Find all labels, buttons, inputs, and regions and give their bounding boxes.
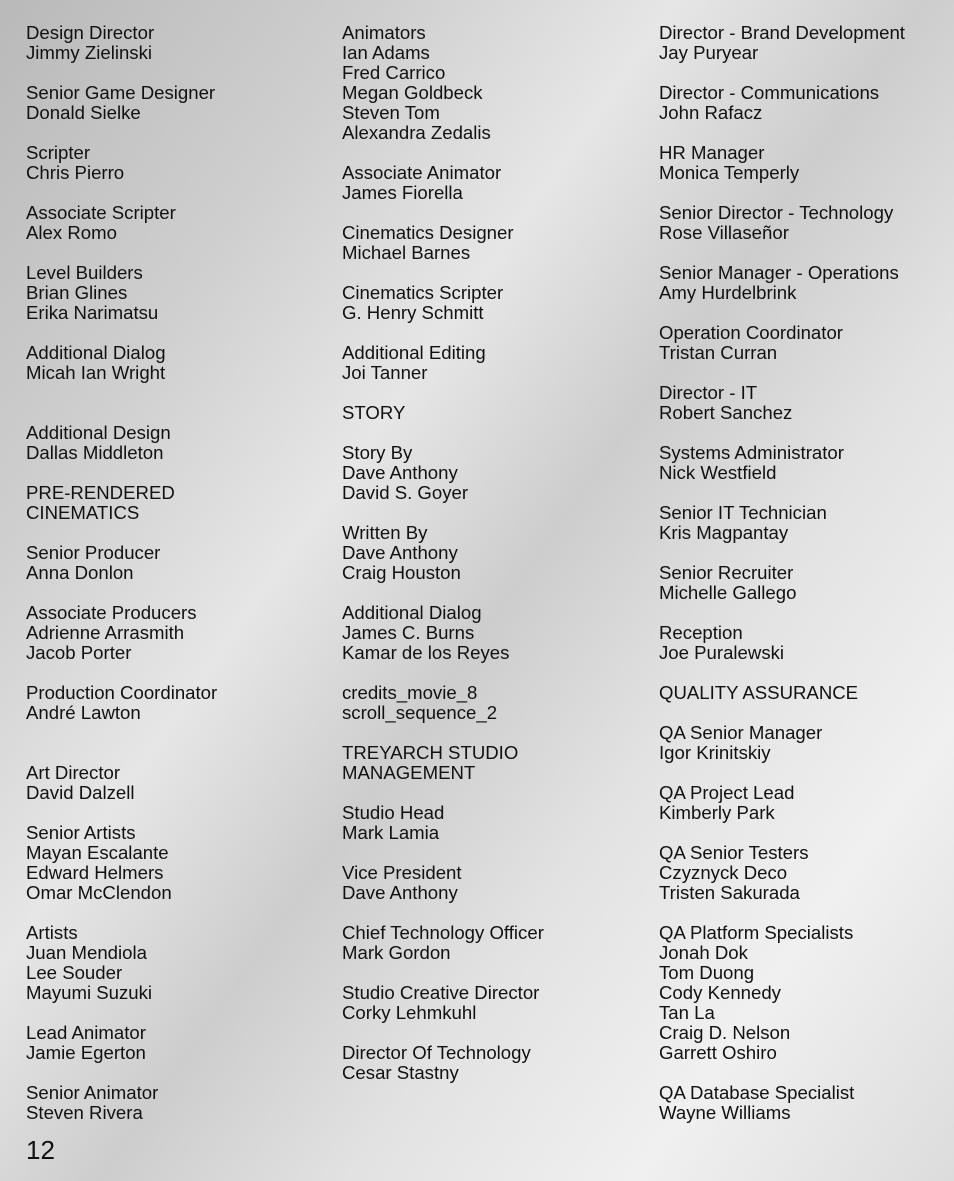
credit-line: Cinematics Scripter bbox=[342, 282, 504, 303]
spacer bbox=[659, 303, 954, 323]
spacer bbox=[26, 903, 326, 923]
spacer bbox=[342, 903, 642, 923]
credit-line: Fred Carrico bbox=[342, 62, 446, 83]
credit-line: Anna Donlon bbox=[26, 562, 134, 583]
spacer bbox=[659, 823, 954, 843]
credit-line: Senior Recruiter bbox=[659, 562, 794, 583]
spacer bbox=[659, 63, 954, 83]
credit-line: Omar McClendon bbox=[26, 882, 172, 903]
spacer bbox=[342, 723, 642, 743]
credit-line: PRE-RENDERED bbox=[26, 482, 175, 503]
spacer bbox=[659, 603, 954, 623]
credit-line: Mark Gordon bbox=[342, 942, 451, 963]
credit-line: Joi Tanner bbox=[342, 362, 428, 383]
credit-line: Level Builders bbox=[26, 262, 143, 283]
credit-line: Craig Houston bbox=[342, 562, 461, 583]
spacer bbox=[26, 803, 326, 823]
spacer bbox=[26, 403, 326, 423]
credit-line: Juan Mendiola bbox=[26, 942, 147, 963]
credit-line: Dave Anthony bbox=[342, 462, 458, 483]
credit-line: James Fiorella bbox=[342, 182, 463, 203]
credit-line: Tristen Sakurada bbox=[659, 882, 800, 903]
credit-line: Senior Producer bbox=[26, 542, 161, 563]
credit-line: Craig D. Nelson bbox=[659, 1022, 791, 1043]
credit-line: Michael Barnes bbox=[342, 242, 471, 263]
spacer bbox=[342, 203, 642, 223]
spacer bbox=[659, 243, 954, 263]
credit-line: Senior Manager - Operations bbox=[659, 262, 899, 283]
credit-line: QUALITY ASSURANCE bbox=[659, 682, 859, 703]
credit-line: Vice President bbox=[342, 862, 462, 883]
credit-line: Monica Temperly bbox=[659, 162, 800, 183]
credit-line: Mayan Escalante bbox=[26, 842, 169, 863]
credit-line: G. Henry Schmitt bbox=[342, 302, 484, 323]
credit-line: HR Manager bbox=[659, 142, 765, 163]
spacer bbox=[659, 763, 954, 783]
credit-line: David S. Goyer bbox=[342, 482, 469, 503]
credit-line: Micah Ian Wright bbox=[26, 362, 166, 383]
credit-line: Megan Goldbeck bbox=[342, 82, 483, 103]
credit-line: Erika Narimatsu bbox=[26, 302, 159, 323]
credit-line: Cody Kennedy bbox=[659, 982, 781, 1003]
spacer bbox=[342, 963, 642, 983]
credit-line: Senior Game Designer bbox=[26, 82, 216, 103]
credit-line: James C. Burns bbox=[342, 622, 475, 643]
credit-line: Additional Design bbox=[26, 422, 171, 443]
credit-line: Edward Helmers bbox=[26, 862, 164, 883]
spacer bbox=[26, 323, 326, 343]
credit-line: Design Director bbox=[26, 22, 155, 43]
credit-line: Associate Animator bbox=[342, 162, 502, 183]
spacer bbox=[659, 903, 954, 923]
credit-line: QA Project Lead bbox=[659, 782, 795, 803]
credit-line: Systems Administrator bbox=[659, 442, 844, 463]
credit-line: Associate Producers bbox=[26, 602, 197, 623]
spacer bbox=[342, 583, 642, 603]
credit-line: Mayumi Suzuki bbox=[26, 982, 153, 1003]
credit-line: STORY bbox=[342, 402, 406, 423]
credit-line: Robert Sanchez bbox=[659, 402, 793, 423]
credit-line: Reception bbox=[659, 622, 743, 643]
credit-line: QA Senior Testers bbox=[659, 842, 809, 863]
credit-line: Kris Magpantay bbox=[659, 522, 789, 543]
credit-line: Director - IT bbox=[659, 382, 758, 403]
credit-line: Jonah Dok bbox=[659, 942, 748, 963]
credit-line: Production Coordinator bbox=[26, 682, 218, 703]
spacer bbox=[26, 583, 326, 603]
credit-line: scroll_sequence_2 bbox=[342, 702, 498, 723]
credit-line: Dallas Middleton bbox=[26, 442, 164, 463]
spacer bbox=[26, 123, 326, 143]
spacer bbox=[26, 743, 326, 763]
credit-line: Adrienne Arrasmith bbox=[26, 622, 185, 643]
credit-line: Nick Westfield bbox=[659, 462, 777, 483]
credit-line: Art Director bbox=[26, 762, 121, 783]
credit-line: Alex Romo bbox=[26, 222, 117, 243]
credit-line: Director - Brand Development bbox=[659, 22, 905, 43]
credit-line: Chris Pierro bbox=[26, 162, 125, 183]
credit-line: Director Of Technology bbox=[342, 1042, 531, 1063]
spacer bbox=[659, 423, 954, 443]
spacer bbox=[659, 663, 954, 683]
spacer bbox=[659, 183, 954, 203]
credit-line: Artists bbox=[26, 922, 78, 943]
credit-line: Dave Anthony bbox=[342, 882, 458, 903]
credit-line: QA Database Specialist bbox=[659, 1082, 855, 1103]
credit-line: Joe Puralewski bbox=[659, 642, 785, 663]
credit-line: Scripter bbox=[26, 142, 91, 163]
spacer bbox=[342, 263, 642, 283]
credit-line: Dave Anthony bbox=[342, 542, 458, 563]
spacer bbox=[26, 183, 326, 203]
page-number: 12 bbox=[26, 1135, 55, 1165]
credit-line: Steven Rivera bbox=[26, 1102, 143, 1123]
credit-line: Czyznyck Deco bbox=[659, 862, 788, 883]
credit-line: Amy Hurdelbrink bbox=[659, 282, 797, 303]
credit-line: Garrett Oshiro bbox=[659, 1042, 777, 1063]
credit-line: Wayne Williams bbox=[659, 1102, 791, 1123]
credit-line: TREYARCH STUDIO bbox=[342, 742, 519, 763]
credit-line: Associate Scripter bbox=[26, 202, 176, 223]
credit-line: Cesar Stastny bbox=[342, 1062, 459, 1083]
credit-line: QA Senior Manager bbox=[659, 722, 823, 743]
credit-line: Igor Krinitskiy bbox=[659, 742, 771, 763]
credits-column-3 bbox=[659, 23, 954, 1123]
credit-line: Kimberly Park bbox=[659, 802, 775, 823]
credit-line: Senior Artists bbox=[26, 822, 136, 843]
credit-line: Corky Lehmkuhl bbox=[342, 1002, 477, 1023]
credits-column-1 bbox=[26, 23, 326, 1123]
spacer bbox=[26, 63, 326, 83]
spacer bbox=[26, 1003, 326, 1023]
credit-line: Michelle Gallego bbox=[659, 582, 797, 603]
credit-line: Senior IT Technician bbox=[659, 502, 827, 523]
credit-line: Additional Editing bbox=[342, 342, 486, 363]
credit-line: Written By bbox=[342, 522, 428, 543]
credit-line: Story By bbox=[342, 442, 413, 463]
credit-line: Jay Puryear bbox=[659, 42, 759, 63]
credit-line: Additional Dialog bbox=[342, 602, 482, 623]
credit-line: David Dalzell bbox=[26, 782, 135, 803]
spacer bbox=[342, 423, 642, 443]
credit-line: André Lawton bbox=[26, 702, 141, 723]
credit-line: Lead Animator bbox=[26, 1022, 146, 1043]
credit-line: Ian Adams bbox=[342, 42, 430, 63]
spacer bbox=[26, 1063, 326, 1083]
credit-line: Alexandra Zedalis bbox=[342, 122, 491, 143]
credit-line: Mark Lamia bbox=[342, 822, 440, 843]
credit-line: Senior Director - Technology bbox=[659, 202, 894, 223]
spacer bbox=[659, 483, 954, 503]
credit-line: Tan La bbox=[659, 1002, 715, 1023]
credit-line: Steven Tom bbox=[342, 102, 440, 123]
credit-line: Brian Glines bbox=[26, 282, 128, 303]
credit-line: credits_movie_8 bbox=[342, 682, 478, 703]
spacer bbox=[26, 723, 326, 743]
spacer bbox=[659, 123, 954, 143]
credit-line: Operation Coordinator bbox=[659, 322, 843, 343]
credit-line: Additional Dialog bbox=[26, 342, 166, 363]
credit-line: Cinematics Designer bbox=[342, 222, 514, 243]
credit-line: Donald Sielke bbox=[26, 102, 141, 123]
credit-line: Chief Technology Officer bbox=[342, 922, 544, 943]
spacer bbox=[659, 703, 954, 723]
spacer bbox=[26, 523, 326, 543]
spacer bbox=[659, 1063, 954, 1083]
spacer bbox=[659, 543, 954, 563]
credit-line: Tom Duong bbox=[659, 962, 755, 983]
spacer bbox=[26, 243, 326, 263]
credit-line: Lee Souder bbox=[26, 962, 123, 983]
credit-line: Jacob Porter bbox=[26, 642, 132, 663]
credits-column-2 bbox=[342, 23, 642, 1083]
credit-line: Animators bbox=[342, 22, 426, 43]
spacer bbox=[342, 1023, 642, 1043]
credit-line: Senior Animator bbox=[26, 1082, 159, 1103]
credit-line: CINEMATICS bbox=[26, 502, 140, 523]
spacer bbox=[342, 383, 642, 403]
spacer bbox=[26, 383, 326, 403]
credit-line: Kamar de los Reyes bbox=[342, 642, 510, 663]
credit-line: Jamie Egerton bbox=[26, 1042, 146, 1063]
credit-line: Studio Head bbox=[342, 802, 445, 823]
spacer bbox=[659, 363, 954, 383]
spacer bbox=[26, 663, 326, 683]
spacer bbox=[342, 323, 642, 343]
spacer bbox=[342, 663, 642, 683]
spacer bbox=[342, 503, 642, 523]
spacer bbox=[26, 463, 326, 483]
spacer bbox=[342, 143, 642, 163]
credit-line: John Rafacz bbox=[659, 102, 763, 123]
spacer bbox=[342, 843, 642, 863]
credit-line: Rose Villaseñor bbox=[659, 222, 789, 243]
spacer bbox=[342, 783, 642, 803]
credit-line: Studio Creative Director bbox=[342, 982, 540, 1003]
credit-line: QA Platform Specialists bbox=[659, 922, 854, 943]
credit-line: Tristan Curran bbox=[659, 342, 778, 363]
credit-line: MANAGEMENT bbox=[342, 762, 476, 783]
credit-line: Director - Communications bbox=[659, 82, 880, 103]
credit-line: Jimmy Zielinski bbox=[26, 42, 153, 63]
